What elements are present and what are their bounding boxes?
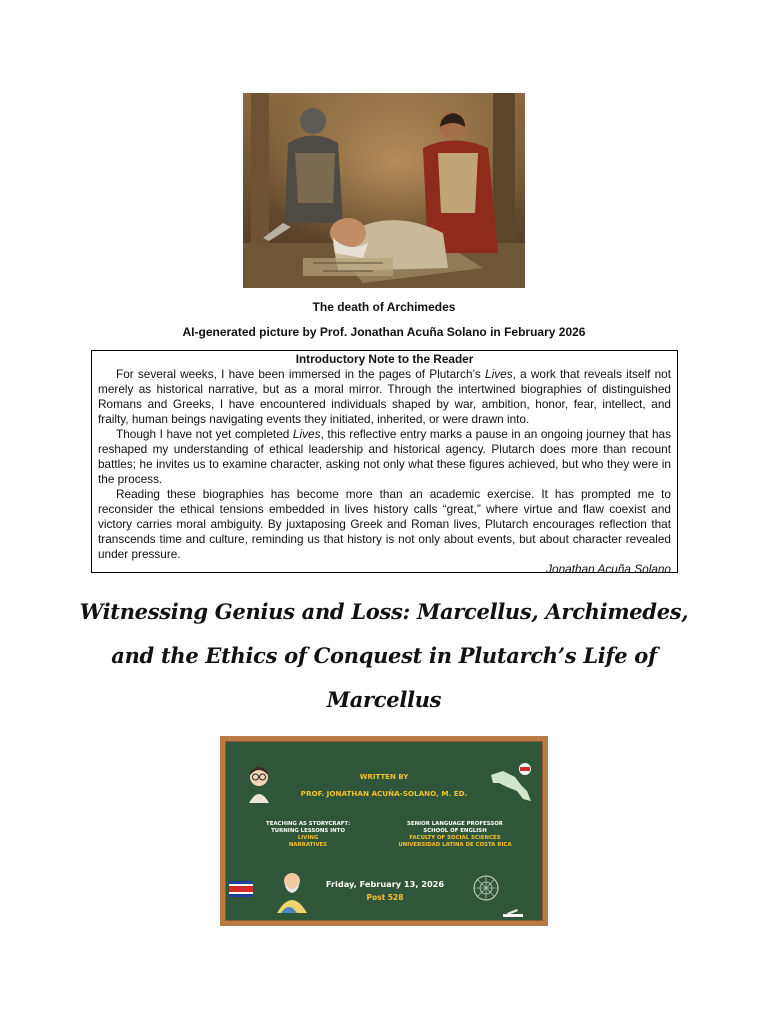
board-right-line-1: SENIOR LANGUAGE PROFESSOR [407,821,503,827]
note-paragraph-2 [98,427,671,487]
note-p2-text-a: Though I have not yet completed [116,427,293,441]
note-signature: Jonathan Acuña Solano [546,562,671,576]
note-p1-lives: Lives [485,367,513,381]
note-p1-text-a: For several weeks, I have been immersed in the pages of Plutarch’s [116,367,486,381]
board-right-block [385,821,525,849]
note-p2-text-b: , this reflective entry marks a pause in an ongoing journey that has reshaped my understanding of ethical leadership and historical agency. Plutarch does more than recount battles; he invites us to examine character, asking not only what these figures achieved, but who they were in the process. [98,427,671,486]
article-title [60,590,708,722]
board-left-block [253,821,363,849]
board-left-line-4: NARRATIVES [288,842,328,848]
note-p2-lives: Lives [292,427,321,441]
teacher-avatar-icon [245,763,273,803]
board-right-line-2: SCHOOL OF ENGLISH [423,828,487,834]
chalkboard-banner [220,736,548,926]
article-title-line-3: Marcellus [326,687,442,712]
note-p1-text-b: , a work that reveals itself not merely as historical narrative, but as a moral mirror. Through the intertwined biographies of distinguished Romans and Greeks, I have encountered individuals shaped by war, ambition, honor, fear, intellect, and frailty, human beings navigating events they initiated, inherited, or were drawn into. [98,367,671,426]
note-title: Introductory Note to the Reader [295,352,474,366]
figure-caption-title: The death of Archimedes [312,300,456,314]
board-left-line-1: TEACHING AS STORYCRAFT: [266,821,350,827]
article-title-line-1: Witnessing Genius and Loss: Marcellus, Archimedes, [79,599,689,624]
chalk-icon [501,909,527,919]
archimedes-painting [243,93,525,288]
note-paragraph-3: Reading these biographies has become more than an academic exercise. It has prompted me to reconsider the ethical tensions embedded in lives history calls “great,” where virtue and flaw coexist and victory carries moral ambiguity. By juxtaposing Greek and Roman lives, Plutarch encourages reflection that transcends time and culture, reminding us that history is not only about events, but about character revealed under pressure. [98,487,671,561]
compass-diagram-icon [471,873,501,903]
costa-rica-map-icon [487,761,537,807]
board-author: PROF. JONATHAN ACUÑA-SOLANO, M. ED. [300,789,468,798]
figure-caption-credit: AI-generated picture by Prof. Jonathan Acuña Solano in February 2026 [182,325,586,339]
board-post-number: Post 528 [366,893,404,902]
costa-rica-flag-icon [229,881,253,897]
note-paragraph-1 [98,367,671,427]
introductory-note-box [91,350,678,576]
board-date: Friday, February 13, 2026 [325,879,445,889]
board-right-line-3: FACULTY OF SOCIAL SCIENCES [409,835,501,841]
board-written-by: WRITTEN BY [359,773,409,781]
board-right-line-4: UNIVERSIDAD LATINA DE COSTA RICA [398,842,512,848]
board-left-line-3: LIVING [297,835,319,841]
board-left-line-2: TURNING LESSONS INTO [271,828,345,834]
article-title-line-2: and the Ethics of Conquest in Plutarch’s Life of [111,643,657,668]
philosopher-icon [273,869,311,913]
